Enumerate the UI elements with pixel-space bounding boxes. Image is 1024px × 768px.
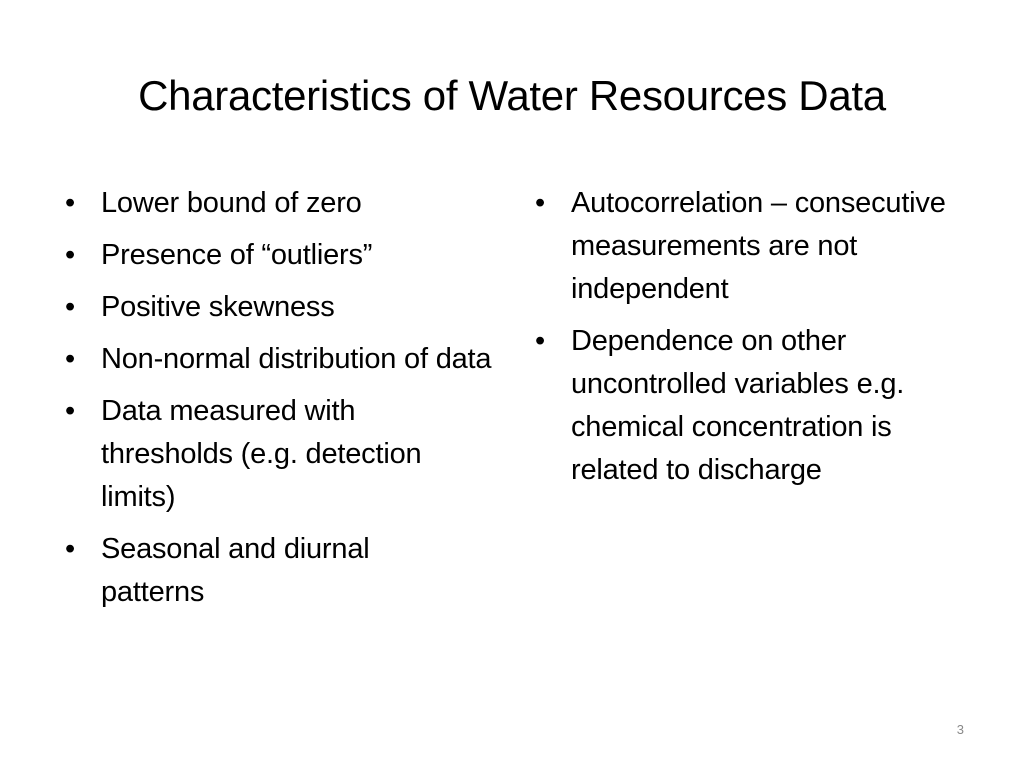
bullet-item: [60, 528, 461, 614]
right-bullet-list: [530, 182, 970, 501]
bullet-icon: •: [535, 187, 545, 219]
bullet-item: [530, 182, 971, 311]
bullet-icon: •: [65, 533, 75, 565]
bullet-text: Lower bound of zero: [101, 187, 362, 219]
bullet-text: Presence of “outliers”: [101, 239, 373, 271]
bullet-item: [60, 390, 461, 519]
bullet-icon: •: [65, 291, 75, 323]
bullet-item: [530, 320, 981, 492]
bullet-icon: •: [535, 325, 545, 357]
bullet-item: [60, 286, 501, 329]
bullet-item: [60, 182, 501, 225]
slide-number: 3: [956, 722, 964, 737]
bullet-text: Non-normal distribution of data: [101, 343, 492, 375]
slide-title: Characteristics of Water Resources Data: [138, 72, 886, 119]
bullet-item: [60, 234, 501, 277]
bullet-text: Positive skewness: [101, 291, 335, 323]
bullet-icon: •: [65, 187, 75, 219]
bullet-text: Seasonal and diurnal patterns: [101, 533, 370, 608]
bullet-icon: •: [65, 395, 75, 427]
bullet-item: [60, 338, 521, 381]
bullet-text: Autocorrelation – consecutive measurements are not independent: [571, 187, 946, 305]
bullet-text: Data measured with thresholds (e.g. detection limits): [101, 395, 422, 513]
bullet-icon: •: [65, 343, 75, 375]
bullet-icon: •: [65, 239, 75, 271]
left-bullet-list: [60, 182, 500, 623]
bullet-text: Dependence on other uncontrolled variables e.g. chemical concentration is related to discharge: [571, 325, 905, 486]
